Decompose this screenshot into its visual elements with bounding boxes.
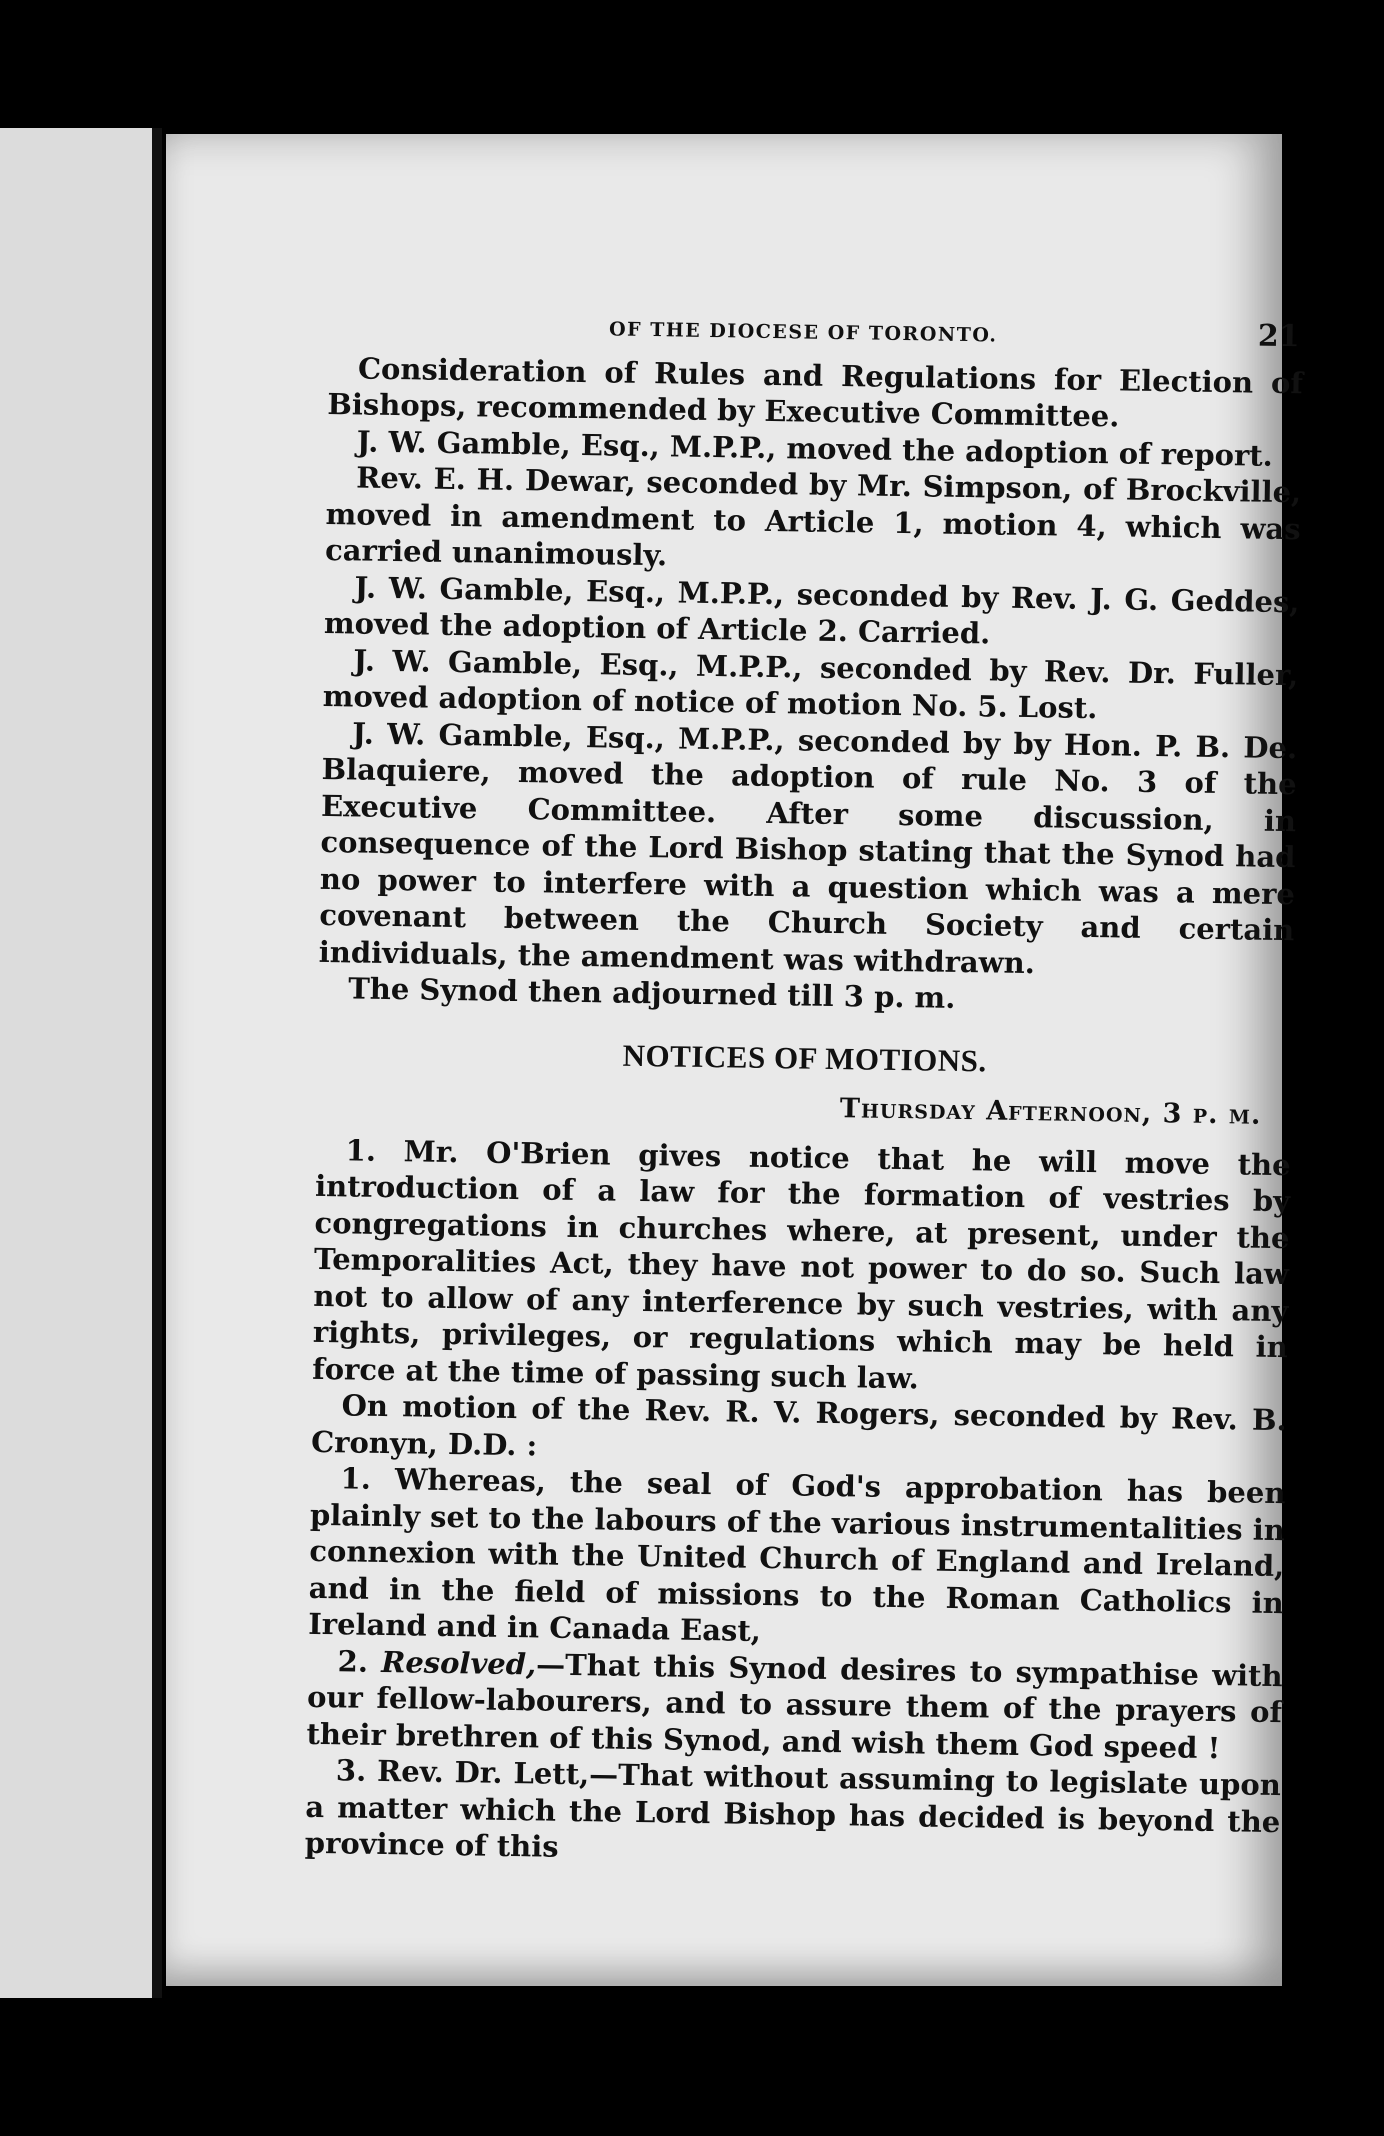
running-head: OF THE DIOCESE OF TORONTO. <box>608 318 998 347</box>
paragraph: On motion of the Rev. R. V. Rogers, seconded by Rev. B. Cronyn, D.D. : <box>310 1388 1287 1462</box>
page-content <box>305 304 1304 1877</box>
page-number: 21 <box>1257 318 1300 355</box>
paragraph: J. W. Gamble, Esq., M.P.P., seconded by by Hon. P. B. De. Blaquiere, moved the adoption of rule No. 3 of the Executive Committee. After some discussion, in consequence of the Lord Bishop stating that the Synod had no power to interfere with a question which was a mere covenant between the Church Society and certain individuals, the amendment was withdrawn. <box>318 715 1298 980</box>
paragraph <box>306 1642 1283 1767</box>
facing-page-edge <box>0 128 158 1998</box>
book-gutter <box>152 128 162 1998</box>
paragraph-number: 2. <box>337 1643 382 1679</box>
session-time: Thursday Afternoon, 3 p. m. <box>839 1093 1262 1131</box>
paragraph: Consideration of Rules and Regulations for Election of Bishops, recommended by Executive Committee. <box>327 350 1304 434</box>
paragraph: The Synod then adjourned till 3 p. m. <box>347 971 956 1015</box>
paragraph: 1. Mr. O'Brien gives notice that he will move the introduction of a law for the formation of vestries by congregations in churches where, at present, under the Temporalities Act, they have not power to do so. Such law not to allow of any interference by such vestries, with any rights, privileges, or regulations which may be held in force at the time of passing such law. <box>312 1132 1291 1395</box>
resolved-label: Resolved, <box>380 1644 537 1681</box>
paragraph: J. W. Gamble, Esq., M.P.P., seconded by Rev. J. G. Geddes, moved the adoption of Article 2. Carried. <box>323 569 1300 651</box>
page-header <box>328 304 1304 359</box>
paragraph: 3. Rev. Dr. Lett,—That without assuming to legislate upon a matter which the Lord Bishop has decided is beyond the province of this <box>304 1753 1282 1864</box>
book-page <box>166 134 1304 1986</box>
paragraph-text: —That this Synod desires to sympathise with our fellow-labourers, and to assure them of the prayers of their brethren of this Synod, and wish them God speed ! <box>306 1646 1283 1765</box>
section-heading: NOTICES OF MOTIONS. <box>622 1037 988 1078</box>
paragraph: J. W. Gamble, Esq., M.P.P., moved the adoption of report. <box>356 423 1274 473</box>
paragraph: Rev. E. H. Dewar, seconded by Mr. Simpson, of Brockville, moved in amendment to Article 1, motion 4, which was carried unanimously. <box>324 460 1302 573</box>
paragraph: J. W. Gamble, Esq., M.P.P., seconded by Rev. Dr. Fuller, moved adoption of notice of motion No. 5. Lost. <box>322 642 1299 726</box>
paragraph: 1. Whereas, the seal of God's approbation has been plainly set to the labours of the various instrumentalities in connexion with the United Church of England and Ireland, and in the field of missions to the Roman Catholics in Ireland and in Canada East, <box>307 1461 1286 1648</box>
